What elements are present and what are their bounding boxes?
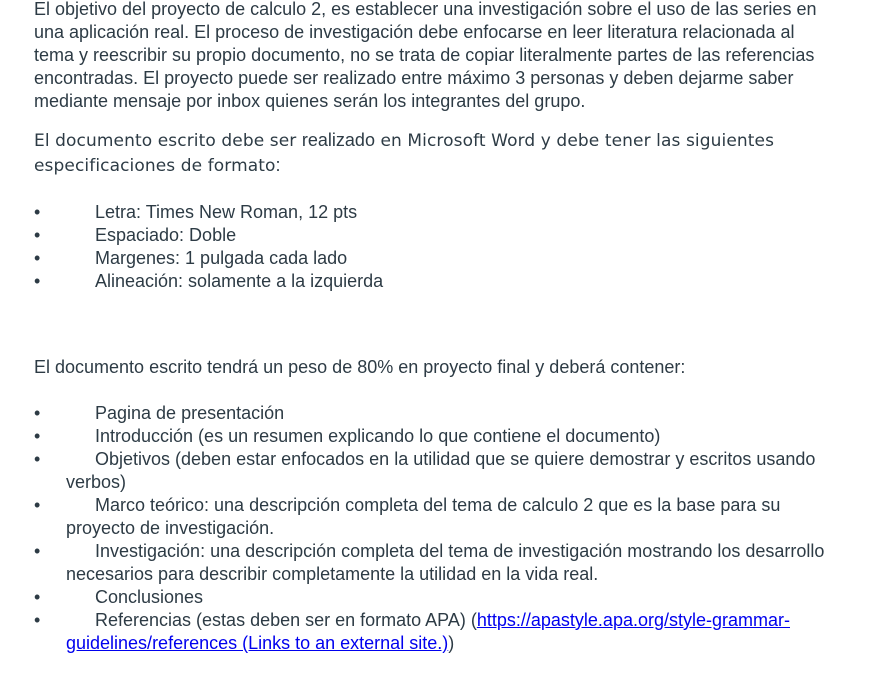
list-item	[34, 586, 834, 609]
bullet-icon: •	[34, 271, 41, 291]
bullet-icon: •	[34, 587, 41, 607]
document-body	[34, 0, 834, 655]
list-item	[34, 448, 834, 494]
references-suffix: )	[448, 633, 455, 653]
bullet-icon: •	[34, 248, 41, 268]
spec-text-1: El documento escrito debe ser	[34, 131, 302, 151]
list-item	[34, 224, 834, 247]
content-list	[34, 402, 834, 655]
format-list	[34, 201, 834, 293]
intro-paragraph: El objetivo del proyecto de calculo 2, es establecer una investigación sobre el uso de las series en una aplicación real. El proceso de investigación debe enfocarse en leer literatura relacionada al tema y reescribir su propio documento, no se trata de copiar literalmente partes de las referencias encontradas. El proyecto puede ser realizado entre máximo 3 personas y deben dejarme saber mediante mensaje por inbox quienes serán los integrantes del grupo.	[34, 0, 817, 111]
weight-paragraph: El documento escrito tendrá un peso de 80% en proyecto final y deberá contener:	[34, 357, 686, 377]
list-item	[34, 247, 834, 270]
bullet-icon: •	[34, 426, 41, 446]
bullet-icon: •	[34, 610, 41, 630]
bullet-icon: •	[34, 541, 41, 561]
references-prefix: Referencias (estas deben ser en formato APA) (	[95, 610, 477, 630]
list-item-references	[34, 609, 834, 655]
bullet-icon: •	[34, 403, 41, 423]
list-item-text: Alineación: solamente a la izquierda	[95, 271, 384, 291]
bullet-icon: •	[34, 449, 41, 469]
list-item	[34, 425, 834, 448]
list-item-text: Pagina de presentación	[95, 403, 285, 423]
spec-text-4: :	[275, 155, 281, 175]
list-item	[34, 270, 834, 293]
list-item-text: Margenes: 1 pulgada cada lado	[95, 248, 348, 268]
bullet-icon: •	[34, 225, 41, 245]
bullet-icon: •	[34, 495, 41, 515]
list-item-text: Objetivos (deben estar enfocados en la utilidad que se quiere demostrar y escritos usando verbos)	[66, 449, 816, 492]
list-item-text: Conclusiones	[95, 587, 204, 607]
list-item	[34, 402, 834, 425]
list-item-text: Introducción (es un resumen explicando lo que contiene el documento)	[95, 426, 661, 446]
spec-text-3: en Microsoft Word y debe tener las siguientes especificaciones de formato	[34, 131, 775, 176]
list-item-text: Marco teórico: una descripción completa del tema de calculo 2 que es la base para su proyecto de investigación.	[66, 495, 781, 538]
list-item-text: Espaciado: Doble	[95, 225, 237, 245]
apa-references-link[interactable]: https://apastyle.apa.org/style-grammar-guidelines/references (Links to an external site.)	[66, 610, 790, 653]
list-item	[34, 494, 834, 540]
list-item	[34, 540, 834, 586]
list-item	[34, 201, 834, 224]
format-spec-paragraph	[34, 128, 834, 178]
list-item-text: Investigación: una descripción completa del tema de investigación mostrando los desarrollo necesarios para describir completamente la utilidad en la vida real.	[66, 541, 825, 584]
list-item-text: Letra: Times New Roman, 12 pts	[95, 202, 358, 222]
spec-text-2: realizado	[301, 130, 375, 150]
bullet-icon: •	[34, 202, 41, 222]
